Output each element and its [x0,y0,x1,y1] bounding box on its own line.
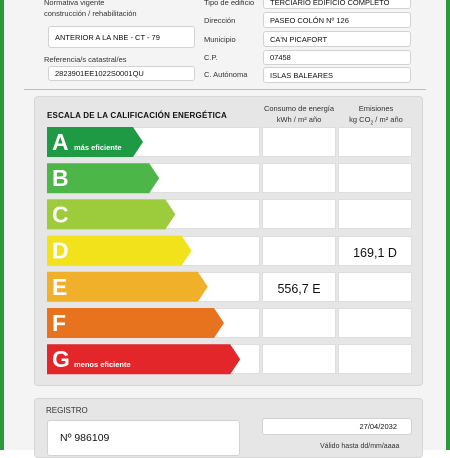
direccion-label: Dirección [204,16,236,25]
rating-sublabel-a: más eficiente [74,143,122,152]
cp-field: 07458 [263,50,411,65]
rating-letter-d: D [52,237,69,264]
emisiones-unit: kg $CO_2 / m^2$ año [349,115,403,127]
referencia-field: 2823901EE1022S0001QU [48,66,195,81]
rating-arrow-g [47,344,240,374]
rating-arrow-f [47,308,224,338]
tipo-label: Tipo de edificio [204,0,255,7]
referencia-label: Referencia/s catastral/es [44,55,127,64]
consumo-header-text: Consumo de energía [263,104,335,113]
autonoma-label: C. Autónoma [204,70,248,79]
scale-title: ESCALA DE LA CALIFICACIÓN ENERGÉTICA [47,111,227,120]
tipo-field: TERCIARIO EDIFICIO COMPLETO [263,0,411,9]
rating-letter-g: G [52,346,70,373]
consumo-value: 556,7 E [277,282,321,296]
valid-until-label: Válido hasta dd/mm/aaaa [320,443,400,450]
normativa-sublabel: construcción / rehabilitación [44,9,137,18]
direccion-field: PASEO COLÓN Nº 126 [263,12,411,28]
municipio-field: CA'N PICAFORT [263,31,411,47]
municipio-label: Municipio [204,35,236,44]
rating-sublabel-g: menos eficiente [74,360,131,370]
registro-number-field: Nº 986109 [47,420,240,456]
rating-letter-e: E [52,273,68,300]
cp-label: C.P. [204,53,218,62]
rating-letter-a: A [52,129,69,155]
normativa-label: Normativa vigente [44,0,105,7]
rating-letter-b: B [52,165,69,192]
rating-arrow-d [47,236,192,266]
autonoma-field: ISLAS BALEARES [263,67,411,83]
registro-label: REGISTRO [46,406,88,415]
rating-arrows [4,0,446,450]
rating-letter-c: C [52,201,69,228]
rating-arrow-e [47,272,208,302]
emisiones-header-text: Emisiones [358,104,394,113]
emisiones-value: 169,1 D [353,246,397,260]
normativa-field: ANTERIOR A LA NBE - CT - 79 [48,26,195,48]
rating-letter-f: F [52,310,67,336]
valid-date-field: 27/04/2032 [262,418,412,435]
consumo-unit: kWh / m² año [276,115,322,124]
